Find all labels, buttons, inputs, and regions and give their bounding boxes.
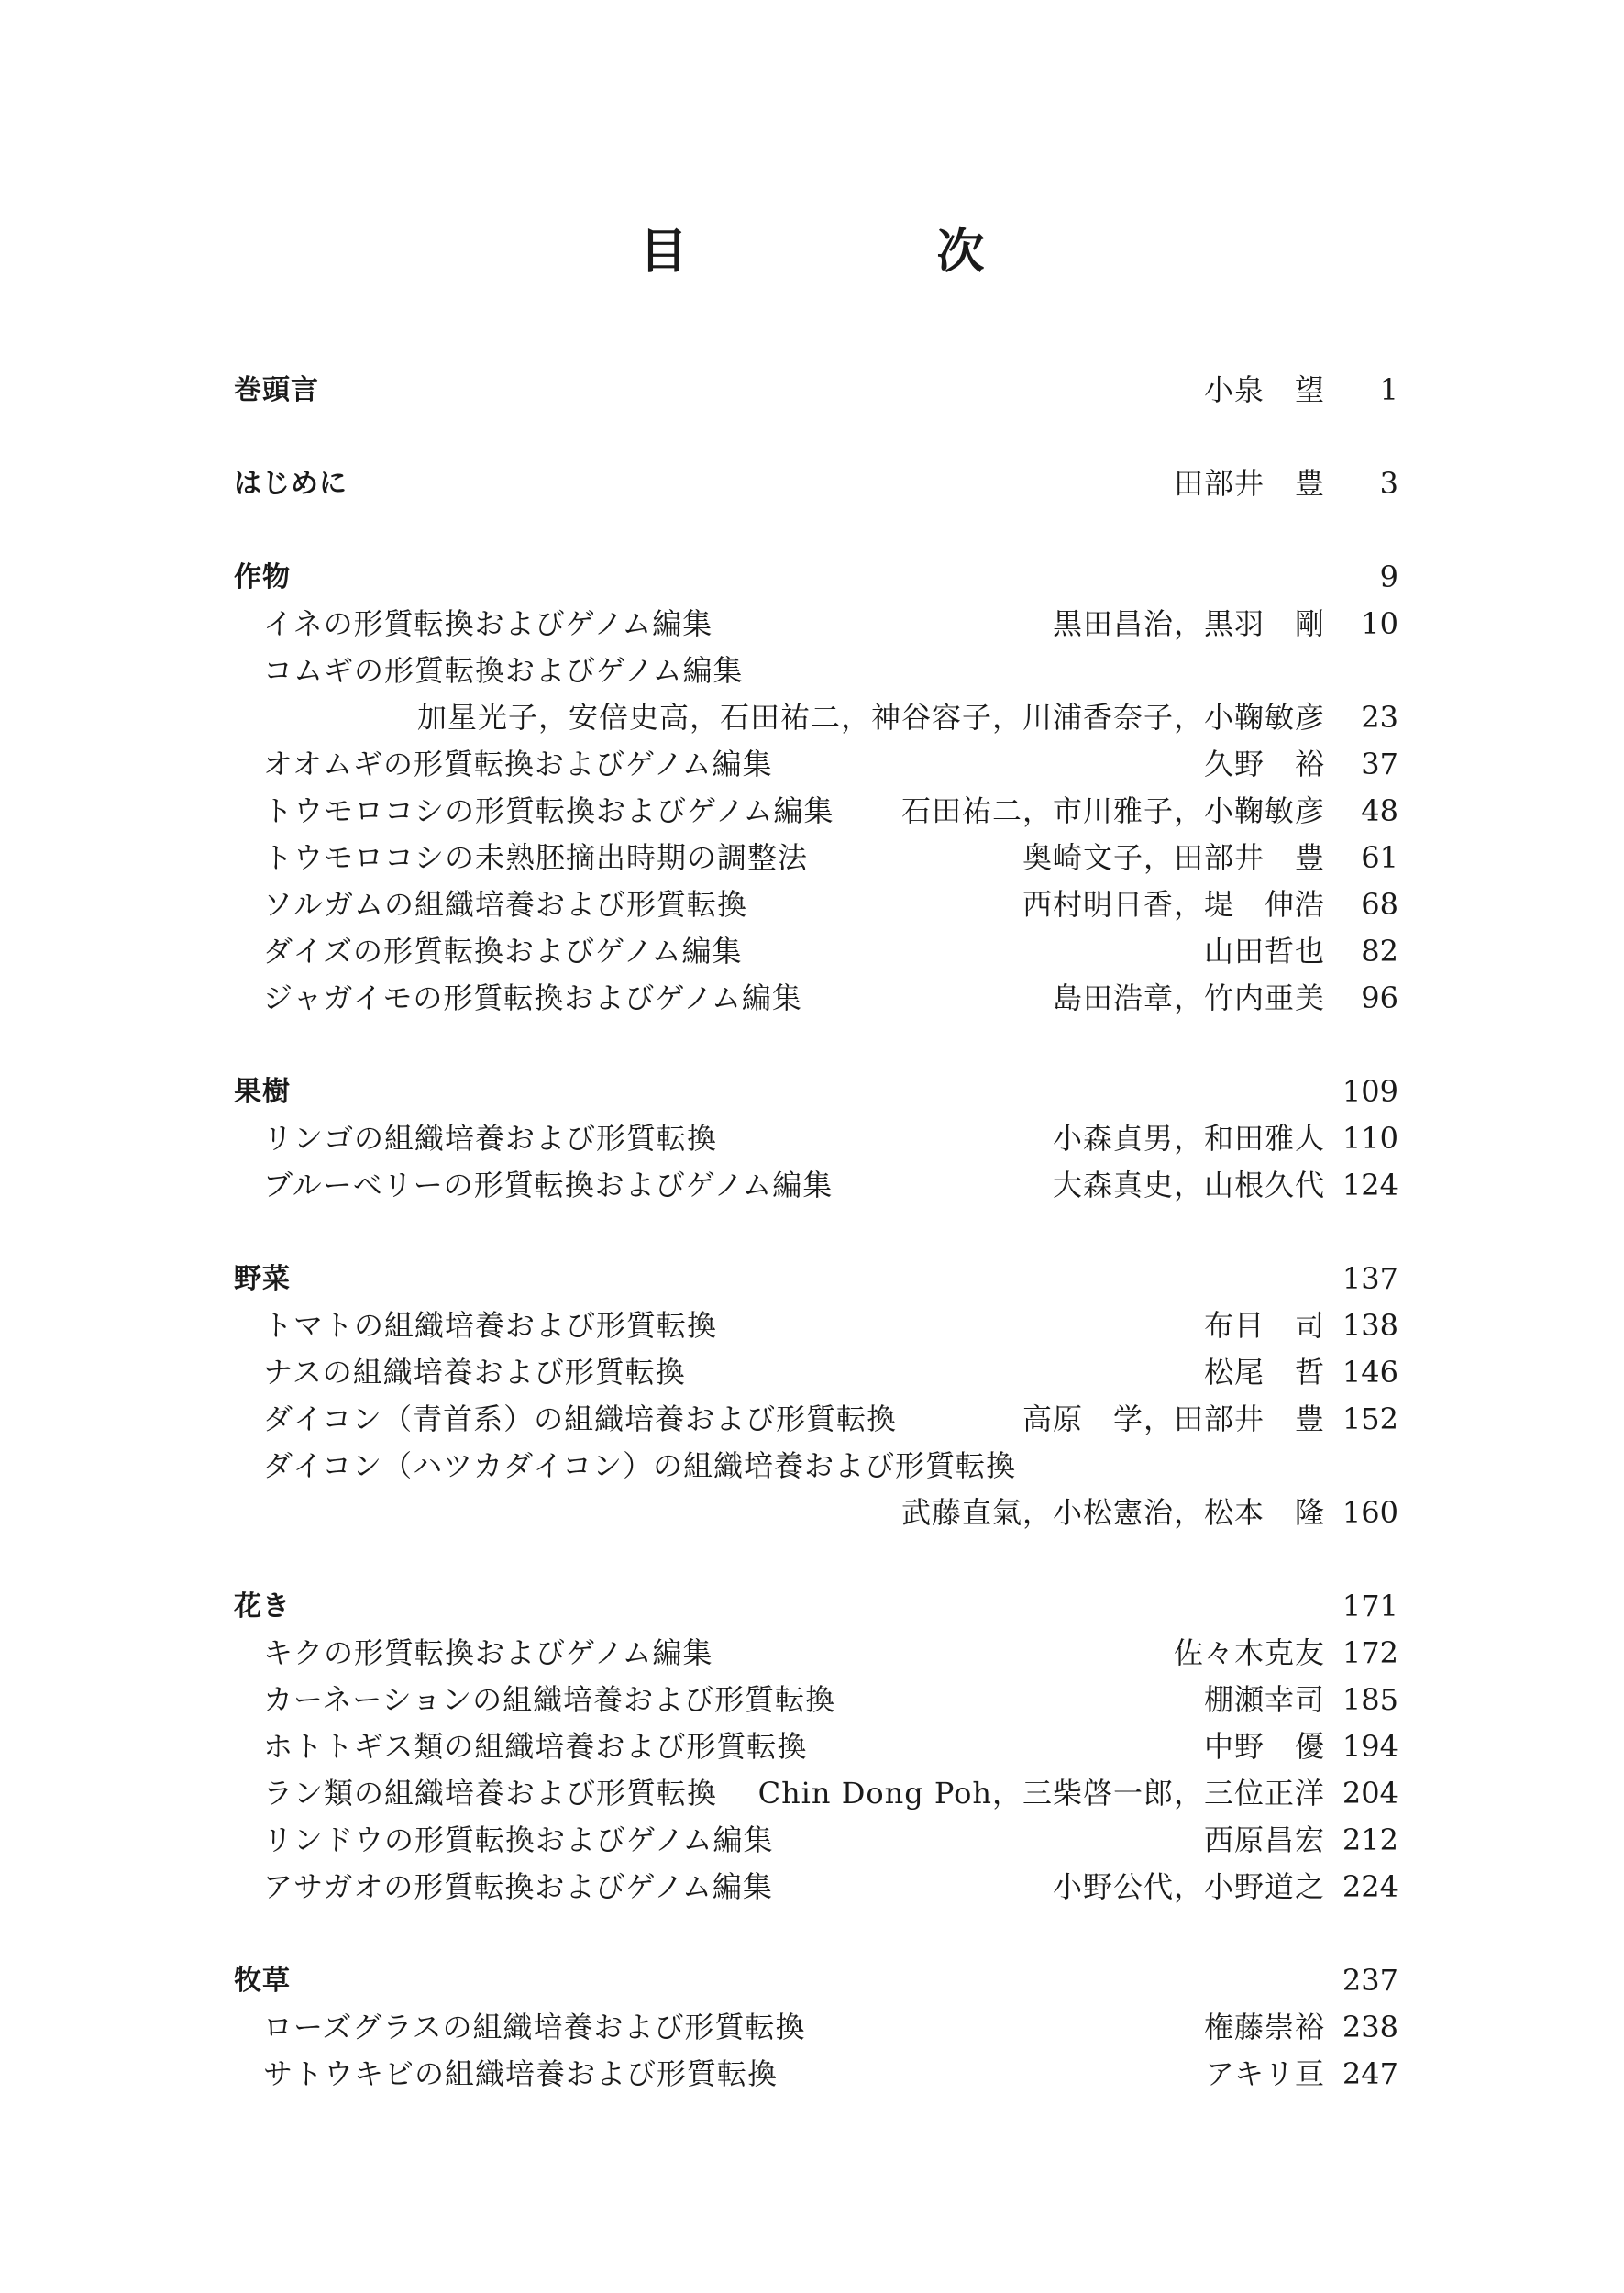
toc-entry-title: キクの形質転換およびゲノム編集	[263, 1635, 713, 1670]
toc-heading: 野菜	[234, 1263, 291, 1295]
toc-page-number: 109	[1342, 1074, 1398, 1109]
toc-heading: 果樹	[234, 1076, 291, 1108]
toc-heading: 花き	[234, 1590, 291, 1623]
toc-entry-title: ブルーベリーの形質転換およびゲノム編集	[263, 1168, 834, 1202]
toc-page-number: 138	[1342, 1308, 1398, 1343]
toc-entry[interactable]	[234, 1396, 1398, 1443]
toc-entry[interactable]	[234, 881, 1398, 928]
toc-authors: 石田祐二，市川雅子，小鞠敏彦	[900, 793, 1325, 828]
toc-page-number: 146	[1342, 1355, 1398, 1390]
toc-entry-continuation[interactable]	[234, 694, 1398, 741]
toc-entry-title: オオムギの形質転換およびゲノム編集	[263, 747, 773, 781]
toc-page-number: 224	[1342, 1869, 1398, 1904]
toc-page-number: 137	[1342, 1261, 1398, 1296]
toc-authors: 大森真史，山根久代	[1052, 1168, 1325, 1202]
toc-page-number: 212	[1342, 1822, 1398, 1857]
toc-page-number: 37	[1361, 747, 1398, 781]
toc-entry[interactable]	[234, 1349, 1398, 1396]
toc-page-number: 204	[1342, 1776, 1398, 1811]
toc-authors: 西村明日香，堤 伸浩	[1022, 887, 1325, 922]
toc-heading: 巻頭言	[234, 374, 319, 406]
toc-entry-title: ダイズの形質転換およびゲノム編集	[263, 934, 743, 969]
toc-entry[interactable]	[234, 2051, 1398, 2098]
toc-entry-title: リンゴの組織培養および形質転換	[263, 1121, 718, 1156]
toc-section-heading[interactable]	[234, 1957, 1398, 2004]
toc-authors: アキリ亘	[1205, 2056, 1325, 2091]
toc-entry-title: ダイコン（ハツカダイコン）の組織培養および形質転換	[263, 1448, 1017, 1483]
toc-entry[interactable]	[234, 1817, 1398, 1864]
toc-entry-title: アサガオの形質転換およびゲノム編集	[263, 1869, 773, 1904]
toc-authors: 中野 優	[1203, 1729, 1325, 1764]
toc-authors: 佐々木克友	[1173, 1635, 1325, 1670]
toc-entry[interactable]	[234, 788, 1398, 835]
toc-entry-continuation[interactable]	[234, 1490, 1398, 1536]
toc-entry[interactable]	[234, 1115, 1398, 1162]
toc-page-number: 68	[1361, 887, 1398, 922]
toc-entry-title: ラン類の組織培養および形質転換	[263, 1776, 718, 1811]
toc-authors: 奥崎文子，田部井 豊	[1022, 840, 1325, 875]
toc-page-number: 172	[1342, 1635, 1398, 1670]
toc-page-number: 124	[1342, 1168, 1398, 1202]
toc-authors: 山田哲也	[1203, 934, 1325, 969]
toc-authors: 小野公代，小野道之	[1052, 1869, 1325, 1904]
toc-heading: 作物	[234, 561, 291, 593]
toc-entry-title: ホトトギス類の組織培養および形質転換	[263, 1729, 808, 1764]
toc-page-number: 82	[1361, 934, 1398, 969]
toc-page-number: 23	[1361, 700, 1398, 735]
toc-entry[interactable]	[234, 1162, 1398, 1209]
toc-page-number: 152	[1342, 1401, 1398, 1436]
toc-page-number: 3	[1379, 466, 1398, 501]
toc-front-row[interactable]	[234, 367, 1398, 414]
toc-entry[interactable]	[234, 1630, 1398, 1677]
toc-page-number: 237	[1342, 1963, 1398, 1998]
toc-entry-title: トマトの組織培養および形質転換	[263, 1308, 718, 1343]
toc-page-number: 61	[1361, 840, 1398, 875]
table-of-contents	[234, 367, 1398, 2098]
toc-front-row[interactable]	[234, 460, 1398, 507]
toc-entry[interactable]	[234, 1677, 1398, 1723]
toc-authors: 棚瀬幸司	[1203, 1682, 1325, 1717]
toc-page-number: 1	[1379, 372, 1398, 407]
toc-entry[interactable]	[234, 975, 1398, 1022]
toc-section-heading[interactable]	[234, 1069, 1398, 1115]
toc-page-number: 10	[1361, 606, 1398, 641]
toc-entry[interactable]	[234, 741, 1398, 788]
toc-authors: 西原昌宏	[1203, 1822, 1325, 1857]
toc-page-number: 171	[1342, 1589, 1398, 1623]
toc-authors: 松尾 哲	[1203, 1355, 1325, 1390]
toc-authors: Chin Dong Poh，三柴啓一郎，三位正洋	[757, 1776, 1325, 1811]
toc-page-number: 9	[1379, 559, 1398, 594]
toc-entry[interactable]	[234, 601, 1398, 648]
toc-entry-title: ソルガムの組織培養および形質転換	[263, 887, 748, 922]
toc-authors: 権藤崇裕	[1203, 2010, 1325, 2044]
toc-entry-title: ジャガイモの形質転換およびゲノム編集	[263, 980, 802, 1015]
toc-entry[interactable]	[234, 2004, 1398, 2051]
toc-authors: 小森貞男，和田雅人	[1052, 1121, 1325, 1156]
toc-page-number: 194	[1342, 1729, 1398, 1764]
toc-entry[interactable]	[234, 835, 1398, 881]
page-title: 目 次	[639, 225, 1086, 280]
toc-authors: 武藤直氣，小松憲治，松本 隆	[900, 1495, 1325, 1530]
toc-entry-title: ダイコン（青首系）の組織培養および形質転換	[263, 1401, 898, 1436]
toc-entry[interactable]	[234, 1723, 1398, 1770]
toc-authors: 久野 裕	[1203, 747, 1325, 781]
toc-authors: 黒田昌治，黒羽 剛	[1052, 606, 1325, 641]
toc-entry-title: イネの形質転換およびゲノム編集	[263, 606, 713, 641]
toc-page-number: 48	[1361, 793, 1398, 828]
toc-entry-title: コムギの形質転換およびゲノム編集	[263, 653, 744, 688]
toc-section-heading[interactable]	[234, 1583, 1398, 1630]
toc-page-number: 96	[1361, 980, 1398, 1015]
toc-page-number: 160	[1342, 1495, 1398, 1530]
toc-heading: 牧草	[234, 1965, 291, 1997]
toc-page-number: 238	[1342, 2010, 1398, 2044]
toc-entry[interactable]	[234, 1443, 1398, 1490]
toc-entry[interactable]	[234, 1770, 1398, 1817]
toc-authors: 布目 司	[1203, 1308, 1325, 1343]
toc-entry[interactable]	[234, 928, 1398, 975]
toc-entry-title: サトウキビの組織培養および形質転換	[263, 2056, 779, 2091]
toc-authors: 加星光子，安倍史高，石田祐二，神谷容子，川浦香奈子，小鞠敏彦	[416, 700, 1325, 735]
toc-authors: 田部井 豊	[1173, 466, 1325, 501]
toc-entry[interactable]	[234, 1864, 1398, 1911]
toc-authors: 高原 学，田部井 豊	[1022, 1401, 1325, 1436]
toc-entry-title: トウモロコシの未熟胚摘出時期の調整法	[263, 840, 809, 875]
toc-page-number: 247	[1342, 2056, 1398, 2091]
toc-entry-title: ローズグラスの組織培養および形質転換	[263, 2010, 806, 2044]
toc-page-number: 110	[1342, 1121, 1398, 1156]
toc-section-heading[interactable]	[234, 554, 1398, 601]
toc-entry-title: ナスの組織培養および形質転換	[263, 1355, 686, 1390]
toc-heading: はじめに	[234, 468, 348, 500]
toc-entry-title: トウモロコシの形質転換およびゲノム編集	[263, 793, 834, 828]
toc-entry[interactable]	[234, 1302, 1398, 1349]
toc-entry-title: カーネーションの組織培養および形質転換	[263, 1682, 836, 1717]
toc-authors: 島田浩章，竹内亜美	[1052, 980, 1325, 1015]
toc-page-number: 185	[1342, 1682, 1398, 1717]
toc-authors: 小泉 望	[1203, 372, 1325, 407]
toc-entry-title: リンドウの形質転換およびゲノム編集	[263, 1822, 774, 1857]
toc-entry[interactable]	[234, 648, 1398, 694]
toc-section-heading[interactable]	[234, 1256, 1398, 1302]
